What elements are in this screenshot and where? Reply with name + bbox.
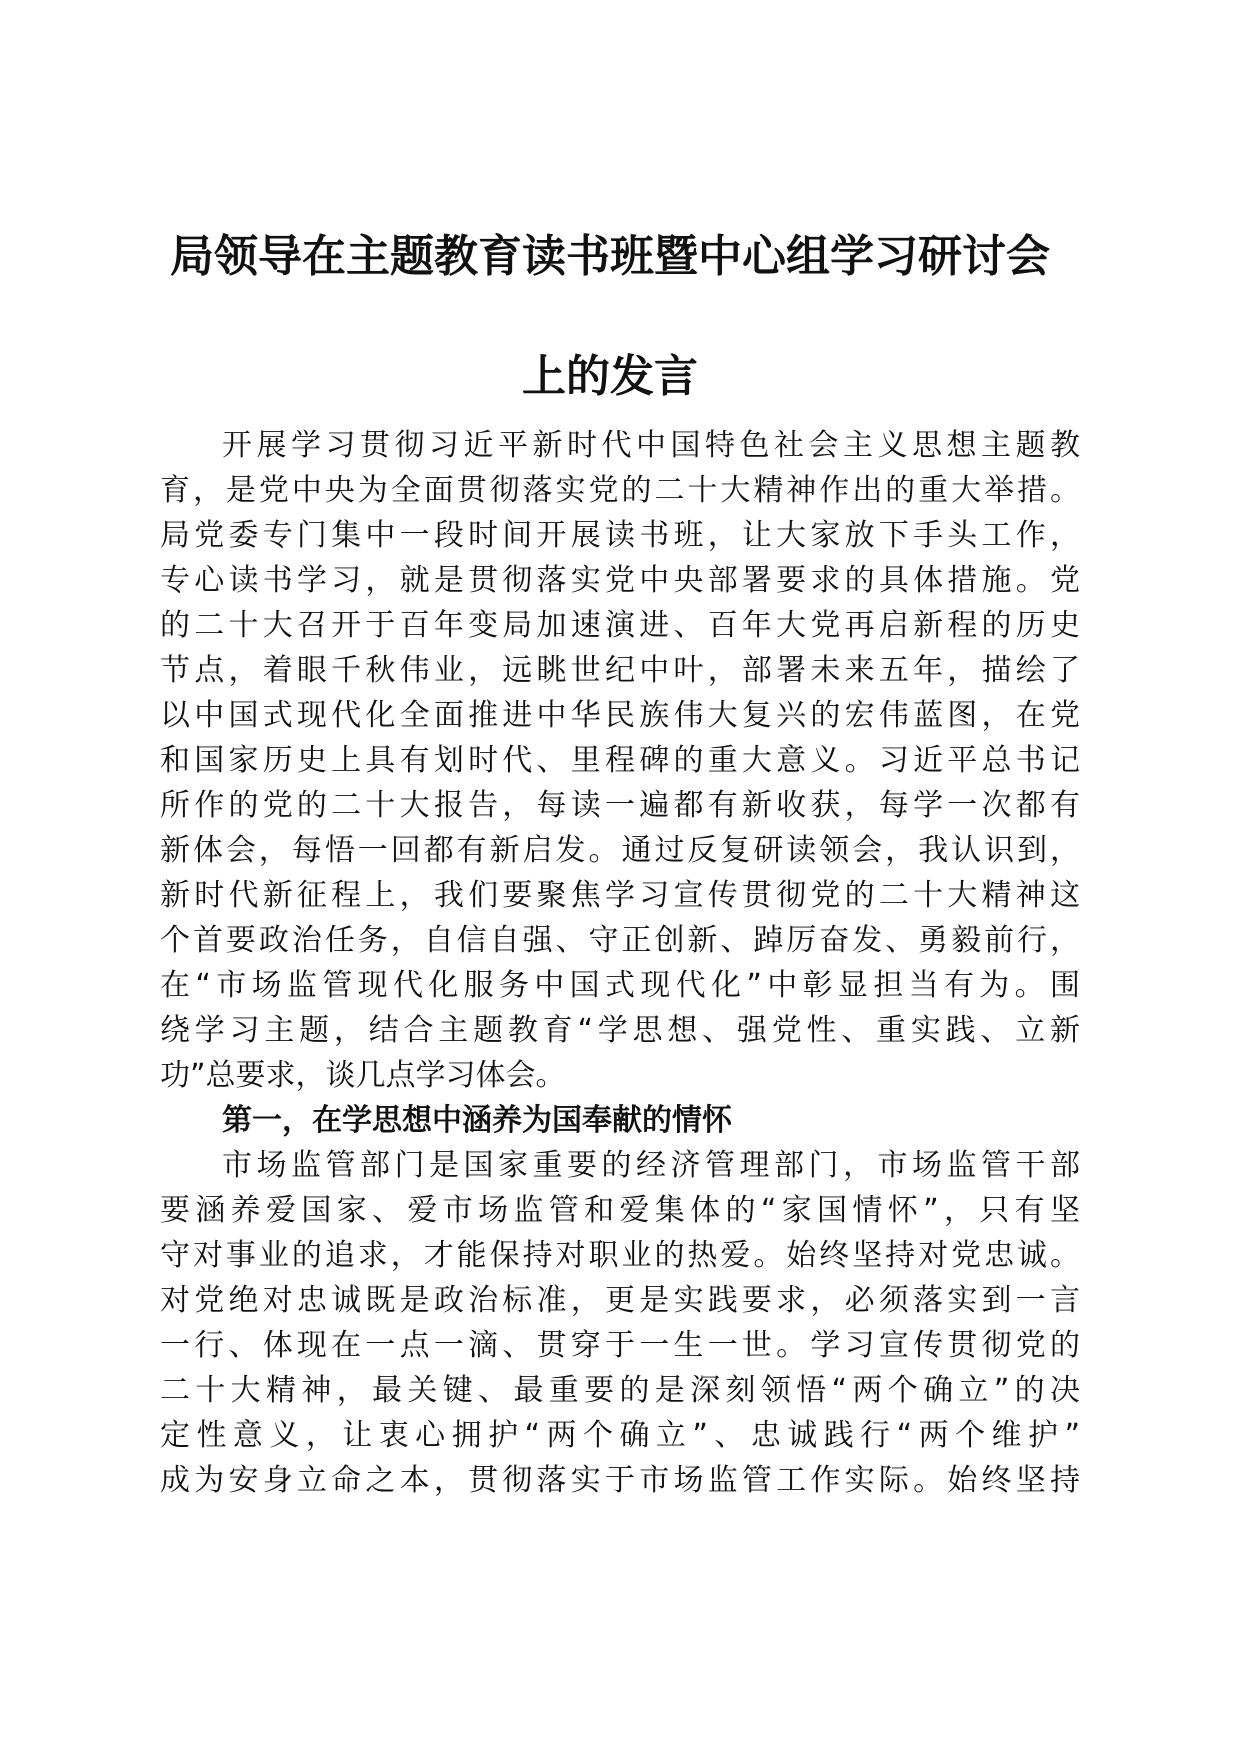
- paragraph1-line: 功”总要求，谈几点学习体会。: [160, 1058, 566, 1093]
- document-title-line2: 上的发言: [522, 351, 698, 402]
- paragraph2-line: 成为安身立命之本，贯彻落实于市场监管工作实际。始终坚持: [160, 1463, 1080, 1498]
- paragraph1-line: 新体会，每悟一回都有新启发。通过反复研读领会，我认识到，: [160, 833, 1080, 868]
- document-title-line1: 局领导在主题教育读书班暨中心组学习研讨会: [170, 231, 1050, 282]
- paragraph1-line: 和国家历史上具有划时代、里程碑的重大意义。习近平总书记: [160, 743, 1080, 778]
- paragraph1-line: 专心读书学习，就是贯彻落实党中央部署要求的具体措施。党: [160, 563, 1080, 598]
- paragraph1-line: 个首要政治任务，自信自强、守正创新、踔厉奋发、勇毅前行，: [160, 923, 1080, 958]
- paragraph1-line: 所作的党的二十大报告，每读一遍都有新收获，每学一次都有: [160, 788, 1080, 823]
- paragraph2-line: 市场监管部门是国家重要的经济管理部门，市场监管干部: [222, 1148, 1080, 1183]
- section-heading: 第一，在学思想中涵养为国奉献的情怀: [222, 1103, 732, 1138]
- paragraph1-line: 新时代新征程上，我们要聚焦学习宣传贯彻党的二十大精神这: [160, 878, 1080, 913]
- paragraph1-line: 以中国式现代化全面推进中华民族伟大复兴的宏伟蓝图，在党: [160, 698, 1080, 733]
- paragraph2-line: 定性意义，让衷心拥护“两个确立”、忠诚践行“两个维护”: [160, 1418, 1080, 1453]
- paragraph1-line: 局党委专门集中一段时间开展读书班，让大家放下手头工作，: [160, 518, 1080, 553]
- paragraph1-line: 绕学习主题，结合主题教育“学思想、强党性、重实践、立新: [160, 1013, 1080, 1048]
- paragraph2-line: 一行、体现在一点一滴、贯穿于一生一世。学习宣传贯彻党的: [160, 1328, 1080, 1363]
- paragraph2-line: 二十大精神，最关键、最重要的是深刻领悟“两个确立”的决: [160, 1373, 1080, 1408]
- paragraph1-line: 在“市场监管现代化服务中国式现代化”中彰显担当有为。围: [160, 968, 1080, 1003]
- paragraph1-line: 的二十大召开于百年变局加速演进、百年大党再启新程的历史: [160, 608, 1080, 643]
- paragraph2-line: 要涵养爱国家、爱市场监管和爱集体的“家国情怀”，只有坚: [160, 1193, 1080, 1228]
- paragraph1-line: 节点，着眼千秋伟业，远眺世纪中叶，部署未来五年，描绘了: [160, 653, 1080, 688]
- paragraph1-line: 开展学习贯彻习近平新时代中国特色社会主义思想主题教: [222, 428, 1080, 463]
- paragraph2-line: 守对事业的追求，才能保持对职业的热爱。始终坚持对党忠诚。: [160, 1238, 1080, 1273]
- paragraph1-line: 育，是党中央为全面贯彻落实党的二十大精神作出的重大举措。: [160, 473, 1080, 508]
- paragraph2-line: 对党绝对忠诚既是政治标准，更是实践要求，必须落实到一言: [160, 1283, 1080, 1318]
